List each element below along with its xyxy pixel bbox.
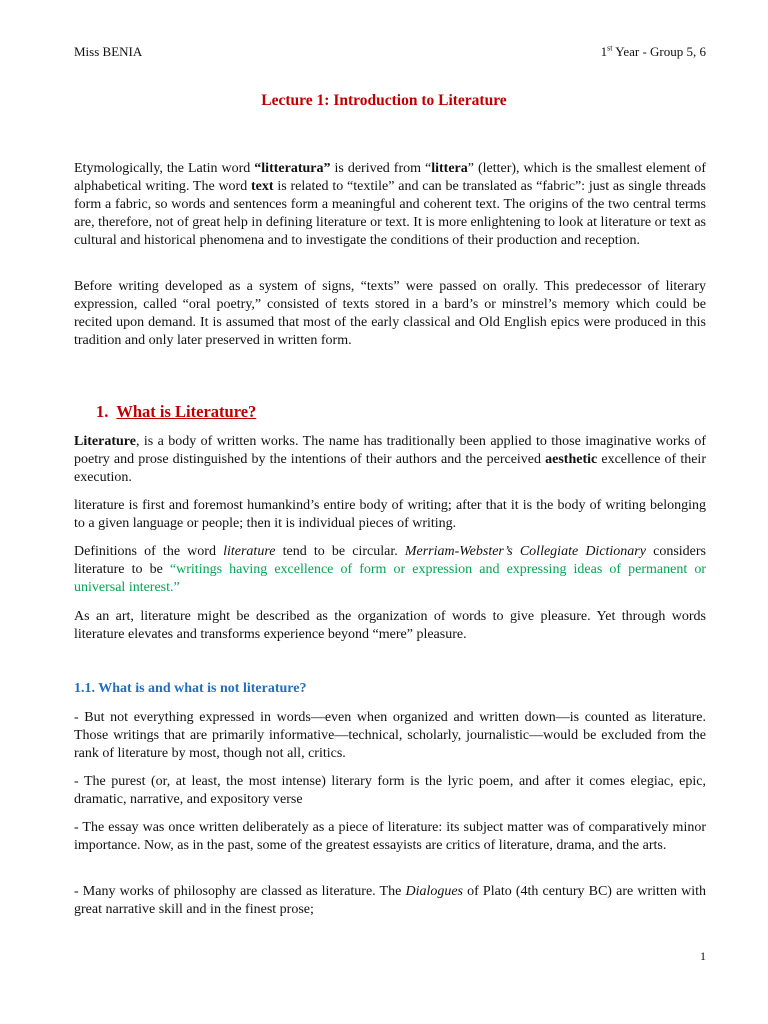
section-1-1-paragraph-4 (74, 883, 706, 919)
text-run: As an art, literature might be described as the organization of words to give pleasure. Yet through words literature elevates and transforms experience beyond “mere” pleasure. (74, 609, 706, 642)
paragraph-text (74, 497, 706, 533)
header-year-number: 1 (600, 44, 608, 59)
lecture-title: Lecture 1: Introduction to Literature (261, 92, 507, 109)
section-1-paragraph-2 (74, 497, 706, 533)
text-run: - The purest (or, at least, the most intense) literary form is the lyric poem, and after it comes elegiac, epic, dramatic, narrative, and expository verse (74, 774, 706, 807)
section-1-1-paragraph-2 (74, 773, 706, 809)
text-run: literature is first and foremost humankind’s entire body of writing; after that it is the body of writing belonging to a given language or people; then it is individual pieces of writing. (74, 498, 706, 531)
section-1-paragraph-3 (74, 543, 706, 597)
text-run: Before writing developed as a system of signs, “texts” were passed on orally. This predecessor of literary expression, called “oral poetry,” consisted of texts stored in a bard’s or minstrel’s memory which could be recited upon demand. It is assumed that most of the early classical and Old English epics were produced in this tradition and only later preserved in written form. (74, 279, 706, 348)
text-run: Definitions of the word (74, 544, 224, 559)
text-run: of Plato (4th century BC) are written with great narrative skill and in the finest prose; (74, 884, 706, 917)
header-group (601, 44, 706, 60)
section-1-paragraph-4 (74, 608, 706, 644)
text-run: , is a body of written works. The name has traditionally been applied to those imaginative works of poetry and prose distinguished by the intentions of their authors and the perceived (74, 434, 706, 467)
bold-text-run: littera (431, 161, 468, 176)
intro-paragraph-1 (74, 160, 706, 250)
text-run: - The essay was once written deliberately as a piece of literature: its subject matter was of comparatively minor importance. Now, as in the past, some of the greatest essayists are critics of literature, drama, and the arts. (74, 820, 706, 853)
header-group-text: Year - Group 5, 6 (612, 44, 706, 59)
bold-text-run: aesthetic (545, 452, 598, 467)
text-run: considers literature to be (74, 544, 706, 577)
paragraph-text (74, 819, 706, 855)
section-1-title: What is Literature? (116, 402, 257, 421)
text-run: excellence of their execution. (74, 452, 706, 485)
text-run: is derived from “ (330, 161, 432, 176)
section-1-paragraph-1 (74, 433, 706, 487)
text-run: ” (letter), which is the smallest element of alphabetical writing. The word (74, 161, 706, 194)
paragraph-text (74, 883, 706, 919)
paragraph-text (74, 773, 706, 809)
section-1-1-paragraph-1 (74, 709, 706, 763)
quoted-definition: “writings having excellence of form or expression and expressing ideas of permanent or universal interest.” (74, 562, 706, 595)
bold-text-run: “litteratura” (254, 161, 331, 176)
paragraph-text (74, 543, 706, 597)
paragraph-text (74, 709, 706, 763)
paragraph-text (74, 160, 706, 250)
text-run: is related to “textile” and can be translated as “fabric”: just as single threads form a fabric, so words and sentences form a meaningful and coherent text. The origins of the two central terms are, therefore, not of great help in defining literature or text. It is more enlightening to look at literature or text as cultural and historical phenomena and to investigate the conditions of their production and reception. (74, 179, 706, 248)
bold-text-run: text (251, 179, 274, 194)
paragraph-text (74, 608, 706, 644)
paragraph-text (74, 433, 706, 487)
section-1-heading (96, 402, 256, 422)
text-run: - But not everything expressed in words—even when organized and written down—is counted as literature. Those writings that are primarily informative—technical, scholarly, journalistic—would be excluded from the rank of literature by most, though not all, critics. (74, 710, 706, 761)
italic-text-run: literature (223, 544, 276, 559)
page-number: 1 (700, 949, 706, 963)
italic-text-run: Dialogues (405, 884, 464, 899)
intro-paragraph-2 (74, 278, 706, 350)
section-1-1-paragraph-3 (74, 819, 706, 855)
text-run: Etymologically, the Latin word (74, 161, 255, 176)
text-run: - Many works of philosophy are classed as literature. The (74, 884, 406, 899)
section-1-number: 1. (96, 402, 109, 421)
bold-text-run: Literature (74, 434, 136, 449)
header-author: Miss BENIA (74, 44, 143, 59)
header-year-suffix: st (607, 43, 613, 53)
section-1-1-heading: 1.1. What is and what is not literature? (74, 681, 307, 696)
paragraph-text (74, 278, 706, 350)
text-run: tend to be circular. (275, 544, 405, 559)
italic-text-run: Merriam-Webster’s Collegiate Dictionary (404, 544, 646, 559)
